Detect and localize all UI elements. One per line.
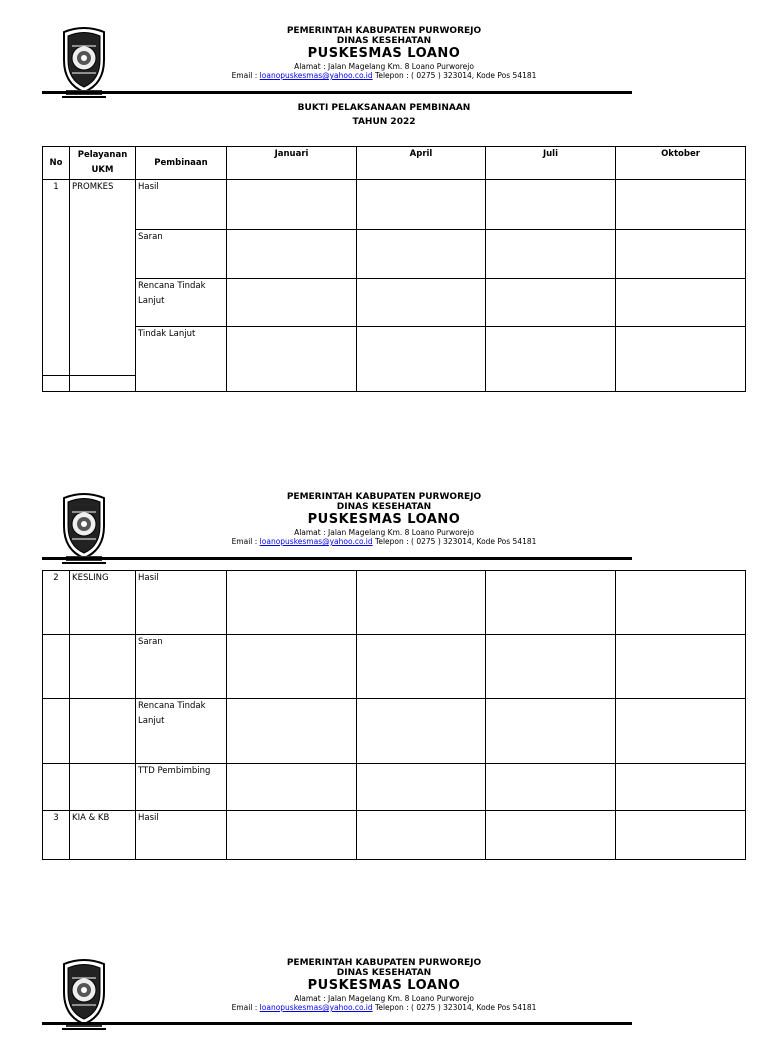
cell — [616, 635, 746, 699]
pembinaan-item: Hasil — [136, 571, 227, 635]
row-ukm: KESLING — [70, 571, 136, 635]
address-line: Alamat : Jalan Magelang Km. 8 Loano Purworejo — [294, 62, 474, 71]
contact-line: Email : loanopuskesmas@yahoo.co.id Telepon : ( 0275 ) 323014, Kode Pos 54181 — [231, 1003, 537, 1012]
cell — [486, 699, 616, 764]
document-title: BUKTI PELAKSANAAN PEMBINAAN TAHUN 2022 — [297, 103, 471, 127]
contact-line: Email : loanopuskesmas@yahoo.co.id Telepon : ( 0275 ) 323014, Kode Pos 54181 — [231, 71, 537, 80]
institution-name: PUSKESMAS LOANO — [307, 46, 461, 61]
cell — [70, 764, 136, 811]
department-name: DINAS KESEHATAN — [336, 502, 432, 512]
government-name: PEMERINTAH KABUPATEN PURWOREJO — [286, 958, 482, 968]
header-month: April — [357, 147, 486, 180]
pembinaan-item: Tindak Lanjut — [136, 327, 227, 392]
cell — [616, 811, 746, 860]
header-pembinaan: Pembinaan — [136, 147, 227, 180]
pembinaan-table-1 — [42, 146, 746, 392]
pembinaan-item: Saran — [136, 635, 227, 699]
cell — [43, 764, 70, 811]
cell — [486, 811, 616, 860]
header-month: Juli — [486, 147, 616, 180]
cell — [357, 279, 486, 327]
cell — [616, 571, 746, 635]
address-line: Alamat : Jalan Magelang Km. 8 Loano Purworejo — [294, 994, 474, 1003]
cell — [486, 230, 616, 279]
row-ukm: PROMKES — [70, 180, 136, 376]
email-link[interactable]: loanopuskesmas@yahoo.co.id — [259, 71, 373, 80]
cell — [357, 764, 486, 811]
row-no: 3 — [43, 811, 70, 860]
cell — [43, 699, 70, 764]
cell — [616, 699, 746, 764]
department-name: DINAS KESEHATAN — [336, 36, 432, 46]
cell — [43, 376, 70, 392]
row-no: 2 — [43, 571, 70, 635]
cell — [486, 764, 616, 811]
cell — [70, 635, 136, 699]
pembinaan-table-2 — [42, 570, 746, 860]
institution-name: PUSKESMAS LOANO — [307, 978, 461, 993]
cell — [227, 811, 357, 860]
header-month: Januari — [227, 147, 357, 180]
cell — [486, 327, 616, 392]
email-link[interactable]: loanopuskesmas@yahoo.co.id — [259, 1003, 373, 1012]
cell — [227, 635, 357, 699]
cell — [227, 571, 357, 635]
institution-name: PUSKESMAS LOANO — [307, 512, 461, 527]
cell — [357, 327, 486, 392]
cell — [227, 327, 357, 392]
cell — [357, 635, 486, 699]
cell — [486, 571, 616, 635]
government-name: PEMERINTAH KABUPATEN PURWOREJO — [286, 492, 482, 502]
cell — [43, 635, 70, 699]
pembinaan-item: Rencana Tindak Lanjut — [136, 699, 227, 764]
department-name: DINAS KESEHATAN — [336, 968, 432, 978]
pembinaan-item: Hasil — [136, 180, 227, 230]
address-line: Alamat : Jalan Magelang Km. 8 Loano Purworejo — [294, 528, 474, 537]
cell — [486, 180, 616, 230]
government-name: PEMERINTAH KABUPATEN PURWOREJO — [286, 26, 482, 36]
cell — [227, 230, 357, 279]
cell — [616, 230, 746, 279]
letterhead — [0, 958, 768, 1058]
divider-rule — [42, 91, 632, 94]
cell — [227, 279, 357, 327]
pembinaan-item: Hasil — [136, 811, 227, 860]
cell — [70, 699, 136, 764]
cell — [357, 699, 486, 764]
cell — [227, 180, 357, 230]
cell — [357, 180, 486, 230]
row-ukm: KIA & KB — [70, 811, 136, 860]
row-no: 1 — [43, 180, 70, 376]
cell — [227, 699, 357, 764]
cell — [616, 764, 746, 811]
cell — [616, 180, 746, 230]
cell — [357, 230, 486, 279]
cell — [357, 811, 486, 860]
header-ukm: Pelayanan UKM — [70, 147, 136, 180]
pembinaan-item: TTD Pembimbing — [136, 764, 227, 811]
cell — [70, 376, 136, 392]
header-no: No — [43, 147, 70, 180]
cell — [616, 327, 746, 392]
cell — [486, 279, 616, 327]
header-month: Oktober — [616, 147, 746, 180]
cell — [616, 279, 746, 327]
divider-rule — [42, 557, 632, 560]
contact-line: Email : loanopuskesmas@yahoo.co.id Telepon : ( 0275 ) 323014, Kode Pos 54181 — [231, 537, 537, 546]
pembinaan-item: Rencana Tindak Lanjut — [136, 279, 227, 327]
cell — [227, 764, 357, 811]
cell — [486, 635, 616, 699]
cell — [357, 571, 486, 635]
pembinaan-item: Saran — [136, 230, 227, 279]
email-link[interactable]: loanopuskesmas@yahoo.co.id — [259, 537, 373, 546]
